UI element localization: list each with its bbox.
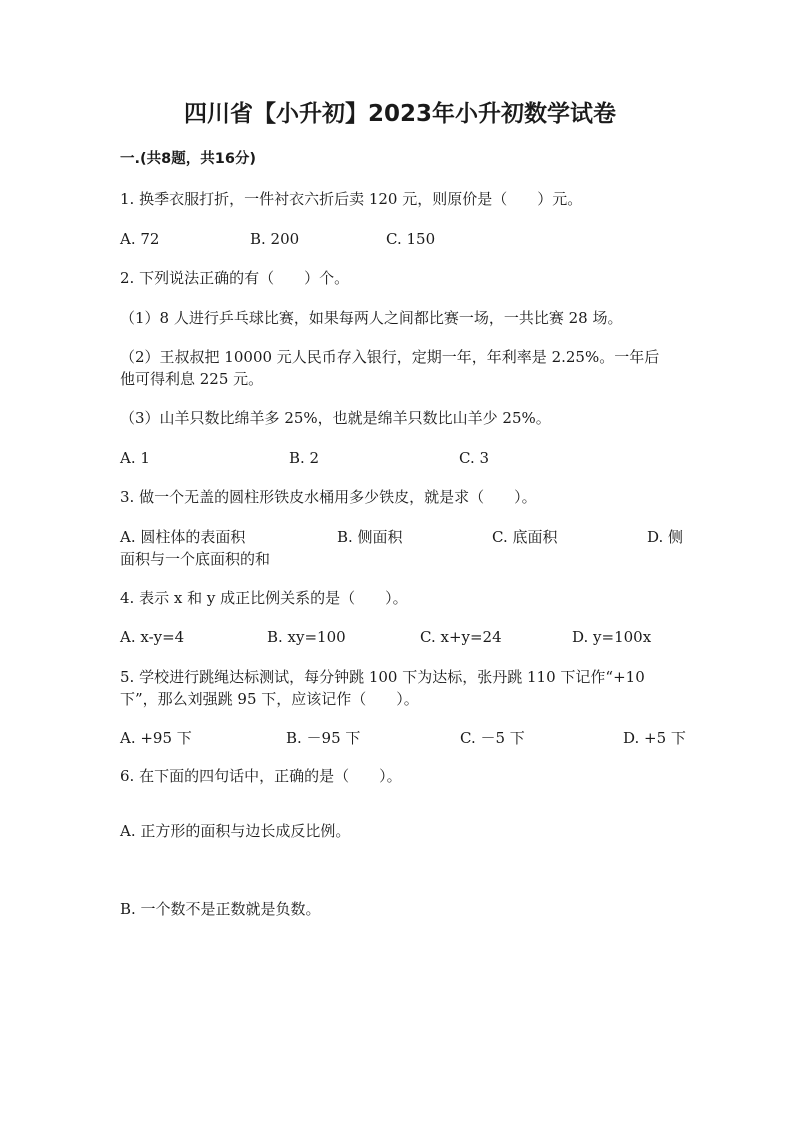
question-3-option-c: C. 底面积 [492,528,558,546]
question-5-option-c: C. －5 下 [460,729,525,747]
question-2-statement-3: （3）山羊只数比绵羊多 25%，也就是绵羊只数比山羊少 25%。 [120,409,551,427]
question-5-stem-line-1: 5. 学校进行跳绳达标测试，每分钟跳 100 下为达标，张丹跳 110 下记作“+10 [120,668,645,686]
question-4-option-b: B. xy=100 [267,628,346,646]
question-5-option-d: D. +5 下 [623,729,686,747]
question-6-stem: 6. 在下面的四句话中，正确的是（ ）。 [120,767,402,785]
question-4-option-c: C. x+y=24 [420,628,502,646]
question-2-option-c: C. 3 [459,449,490,467]
question-3-option-d: D. 侧 [647,528,684,546]
question-5-option-a: A. +95 下 [120,729,192,747]
question-2-option-a: A. 1 [120,449,150,467]
question-2-statement-2-line-1: （2）王叔叔把 10000 元人民币存入银行，定期一年，年利率是 2.25%。一年后 [120,348,660,366]
question-1-option-a: A. 72 [120,230,160,248]
question-1-option-c: C. 150 [386,230,436,248]
question-5-stem-line-2: 下”，那么刘强跳 95 下，应该记作（ ）。 [120,690,419,708]
question-4-option-d: D. y=100x [572,628,652,646]
question-4-stem: 4. 表示 x 和 y 成正比例关系的是（ ）。 [120,589,408,607]
question-3-option-d-continuation: 面积与一个底面积的和 [120,550,271,568]
question-6-option-b: B. 一个数不是正数就是负数。 [120,900,321,918]
exam-title: 四川省【小升初】2023年小升初数学试卷 [183,101,616,127]
question-1-stem: 1. 换季衣服打折，一件衬衣六折后卖 120 元，则原价是（ ）元。 [120,190,583,208]
question-2-option-b: B. 2 [289,449,320,467]
question-1-option-b: B. 200 [250,230,300,248]
question-6-option-a: A. 正方形的面积与边长成反比例。 [120,822,351,840]
question-5-option-b: B. －95 下 [286,729,361,747]
question-4-option-a: A. x-y=4 [120,628,185,646]
question-2-stem: 2. 下列说法正确的有（ ）个。 [120,269,350,287]
question-3-option-a: A. 圆柱体的表面积 [120,528,246,546]
question-2-statement-2-line-2: 他可得利息 225 元。 [120,370,264,388]
question-2-statement-1: （1）8 人进行乒乓球比赛，如果每两人之间都比赛一场，一共比赛 28 场。 [120,309,623,327]
question-3-stem: 3. 做一个无盖的圆柱形铁皮水桶用多少铁皮，就是求（ ）。 [120,488,537,506]
question-3-option-b: B. 侧面积 [337,528,403,546]
section-heading: 一.(共8题，共16分) [120,151,257,167]
